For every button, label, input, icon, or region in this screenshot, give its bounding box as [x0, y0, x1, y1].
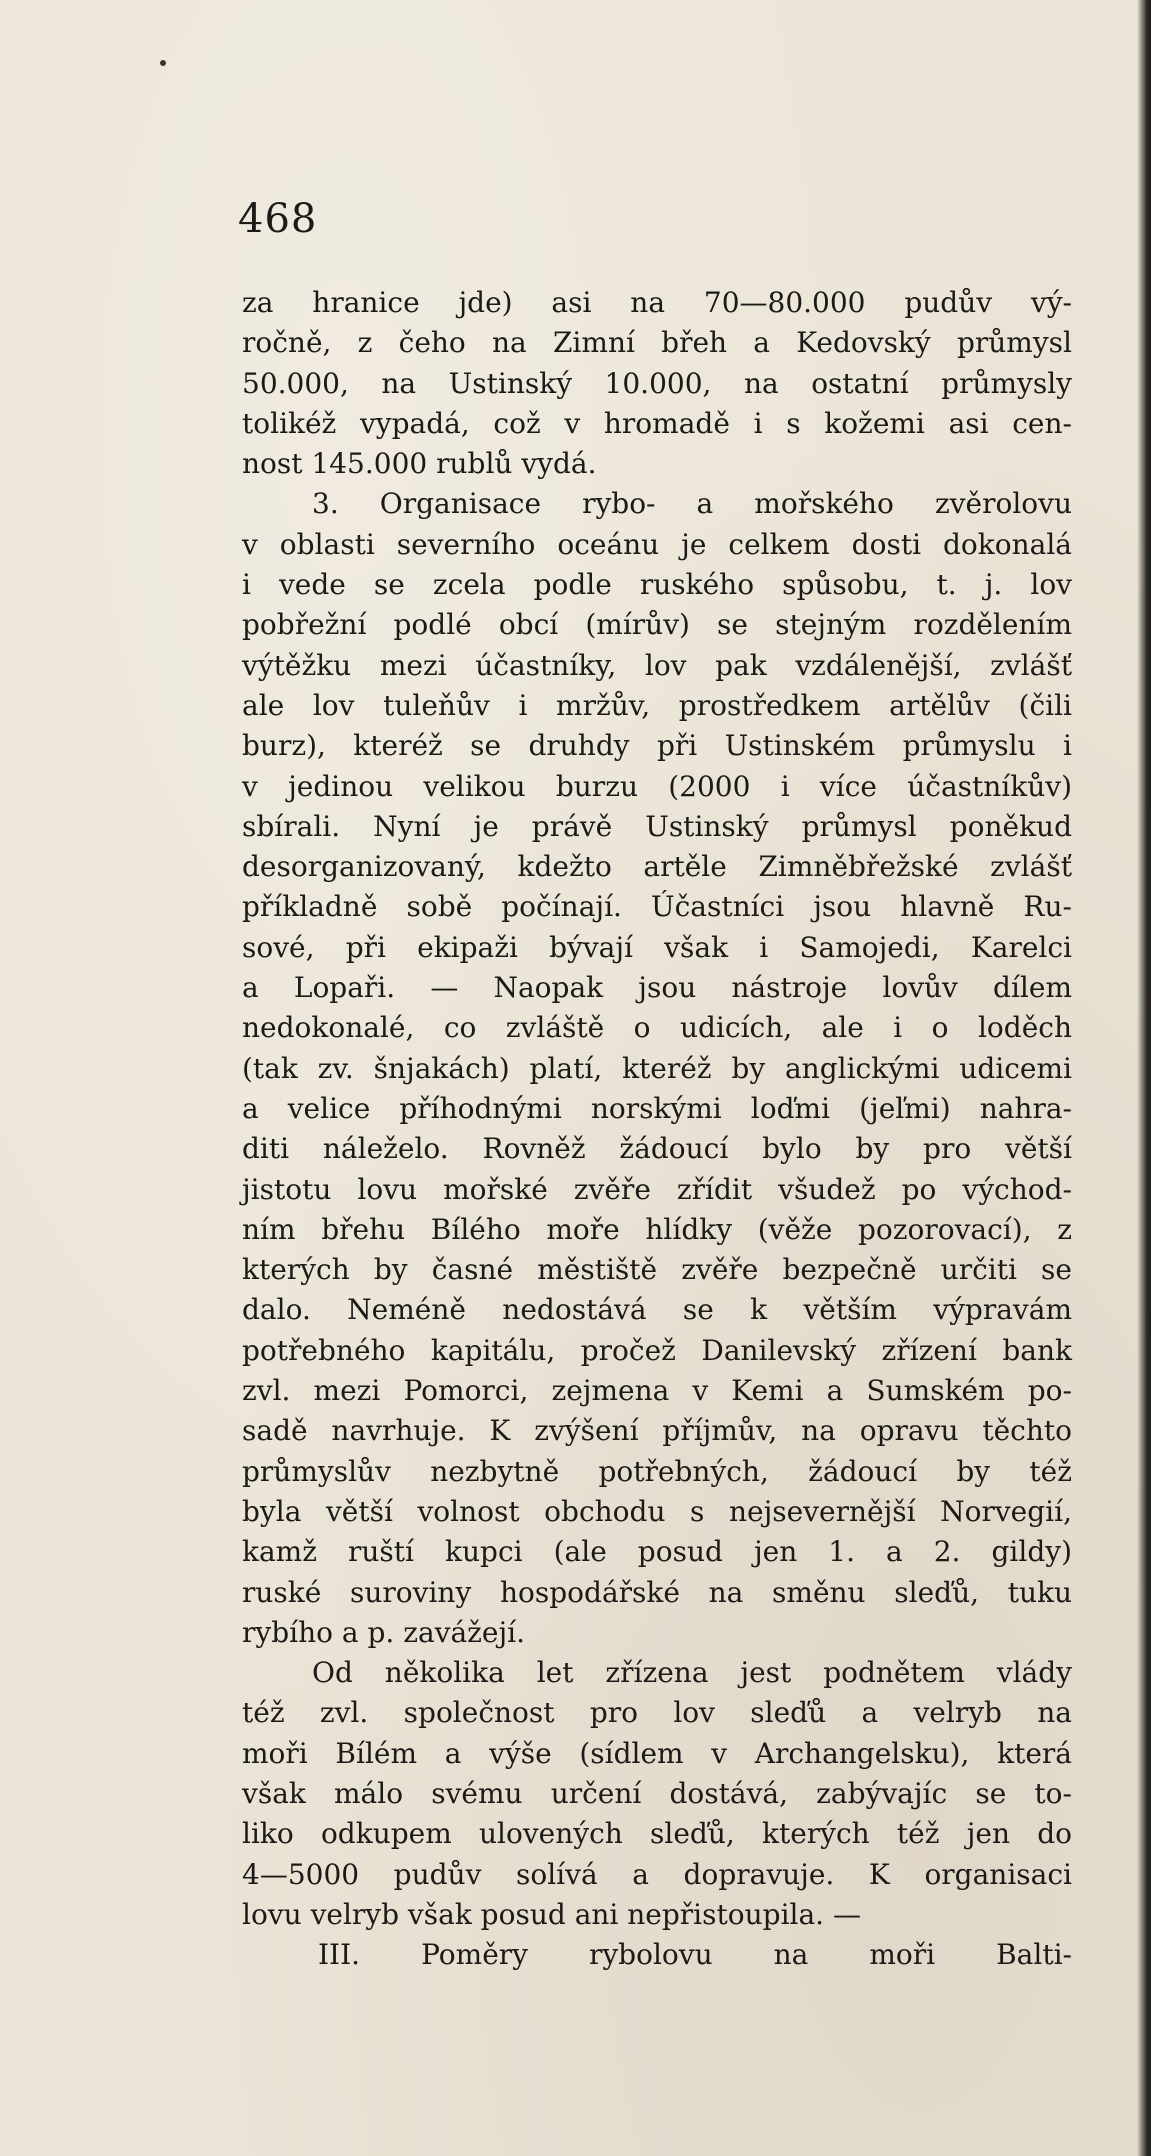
text-line: byla větší volnost obchodu s nejsevernější Norvegií, [242, 1494, 1072, 1528]
text-line: a velice příhodnými norskými loďmi (jeľmi) nahra- [242, 1091, 1072, 1125]
text-line: ním břehu Bílého moře hlídky (věže pozorovací), z [242, 1212, 1072, 1246]
text-line: potřebného kapitálu, pročež Danilevský zřízení bank [242, 1333, 1072, 1367]
section-heading-line: III. Poměry rybolovu na moři Balti- [318, 1938, 1072, 1972]
text-line: sbírali. Nyní je právě Ustinský průmysl poněkud [242, 809, 1072, 843]
text-line: diti náleželo. Rovněž žádoucí bylo by pro větší [242, 1132, 1072, 1166]
page-number: 468 [238, 196, 318, 242]
text-line: sové, při ekipaži bývají však i Samojedi, Karelci [242, 930, 1072, 964]
text-line: (tak zv. šnjakách) platí, kteréž by anglickými udicemi [242, 1051, 1072, 1085]
text-line: za hranice jde) asi na 70—80.000 pudův vý- [242, 286, 1072, 319]
text-line: burz), kteréž se druhdy při Ustinském průmyslu i [242, 729, 1072, 763]
text-line: dalo. Neméně nedostává se k větším výpravám [242, 1293, 1072, 1327]
text-line: 50.000, na Ustinský 10.000, na ostatní průmysly [242, 366, 1072, 400]
page-edge-shadow [1137, 0, 1151, 2156]
text-line: moři Bílém a výše (sídlem v Archangelsku), která [242, 1736, 1072, 1770]
text-line: ruské suroviny hospodářské na směnu sleďů, tuku [242, 1575, 1072, 1609]
text-line: též zvl. společnost pro lov sleďů a velryb na [242, 1696, 1072, 1730]
text-line: desorganizovaný, kdežto artěle Zimněbřežské zvlášť [242, 850, 1072, 884]
text-line: kterých by časné městiště zvěře bezpečně určiti se [242, 1253, 1072, 1287]
text-line: ale lov tuleňův i mržův, prostředkem artělův (čili [242, 688, 1072, 722]
text-line: výtěžku mezi účastníky, lov pak vzdálenější, zvlášť [242, 648, 1072, 682]
text-line: rybího a p. zavážejí. [242, 1615, 526, 1649]
text-line: však málo svému určení dostává, zabývajíc se to- [242, 1776, 1072, 1810]
text-line: tolikéž vypadá, což v hromadě i s kožemi asi cen- [242, 406, 1072, 440]
text-line: průmyslův nezbytně potřebných, žádoucí by též [242, 1454, 1072, 1488]
body-text [242, 283, 1072, 1975]
text-line: nedokonalé, co zvláště o udicích, ale i o loděch [242, 1011, 1072, 1045]
text-line: pobřežní podlé obcí (mírův) se stejným rozdělením [242, 608, 1072, 642]
text-line: Od několika let zřízena jest podnětem vlády [312, 1656, 1072, 1690]
scan-speck [160, 60, 166, 66]
text-line: a Lopaři. — Naopak jsou nástroje lovův dílem [242, 971, 1072, 1005]
text-line: kamž ruští kupci (ale posud jen 1. a 2. gildy) [242, 1535, 1072, 1569]
text-line: sadě navrhuje. K zvýšení příjmův, na opravu těchto [242, 1414, 1072, 1448]
text-line: příkladně sobě počínají. Účastníci jsou hlavně Ru- [242, 890, 1072, 924]
text-line: liko odkupem ulovených sleďů, kterých též jen do [242, 1817, 1072, 1851]
text-line: ročně, z čeho na Zimní břeh a Kedovský průmysl [242, 326, 1072, 360]
text-line: v oblasti severního oceánu je celkem dosti dokonalá [242, 527, 1072, 561]
text-line: nost 145.000 rublů vydá. [242, 447, 597, 481]
text-line: zvl. mezi Pomorci, zejmena v Kemi a Sumském po- [242, 1374, 1072, 1408]
text-line: 4—5000 pudův solívá a dopravuje. K organisaci [242, 1857, 1072, 1891]
section-heading-line: 3. Organisace rybo- a mořského zvěrolovu [312, 487, 1072, 521]
text-line: lovu velryb však posud ani nepřistoupila. — [242, 1897, 861, 1931]
text-line: i vede se zcela podle ruského spůsobu, t. j. lov [242, 568, 1072, 602]
text-line: v jedinou velikou burzu (2000 i více účastníkův) [242, 769, 1072, 803]
text-line: jistotu lovu mořské zvěře zřídit všudež po východ- [242, 1172, 1072, 1206]
